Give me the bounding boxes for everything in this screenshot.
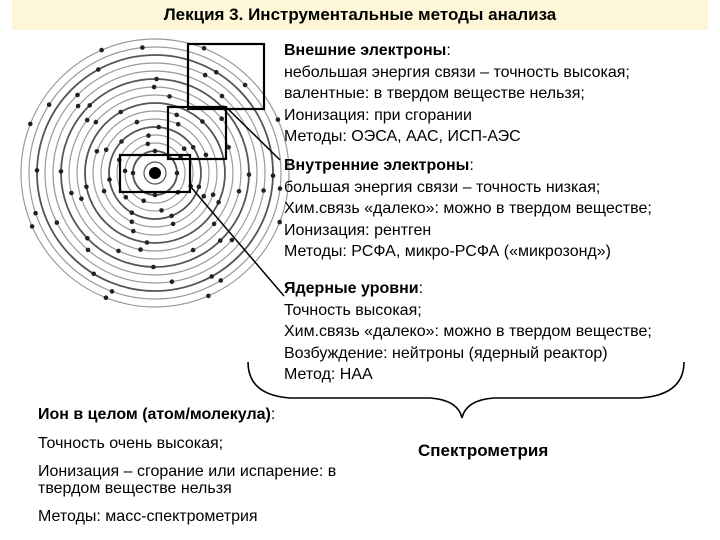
inner-line: Ионизация: рентген [284,221,432,239]
electron [28,122,33,127]
outer-line: Методы: ОЭСА, ААС, ИСП-АЭС [284,128,521,145]
electron [79,196,84,201]
electron [203,73,208,78]
electron [69,191,74,196]
electron [141,199,146,204]
ion-heading-line: Ион в целом (атом/молекула): [38,406,276,423]
electron [131,171,136,176]
electron [135,120,140,125]
ion-ionization-1: Ионизация – сгорание или испарение: в [38,463,337,480]
electron [146,133,151,138]
outer-electrons-block: Внешние электроны: небольшая энергия связи – точность высокая; валентные: в твердом веществе нельзя; Ионизация: при сгорании Методы: ОЭСА, ААС, ИСП-АЭС [284,40,630,148]
electron [146,142,151,147]
electron [33,211,38,216]
electron [176,122,181,127]
electron [202,46,207,51]
ion-methods: Методы: масс-спектрометрия [38,508,258,525]
electron [138,247,143,252]
electron [102,189,107,194]
electron [170,279,175,284]
electron [243,83,248,88]
electron [104,148,109,153]
electron [204,153,209,158]
electron [76,104,81,109]
electron [277,220,282,225]
nuclear-line: Точность высокая; [284,301,422,319]
electron [116,249,121,254]
electron [182,146,187,151]
electron [30,224,35,229]
electron [145,240,150,245]
ion-heading: Ион в целом (атом/молекула) [38,406,271,423]
electron [86,248,91,253]
electron [35,168,40,173]
nuclear-line: Метод: НАА [284,366,373,383]
electron [119,139,124,144]
electron [159,208,164,213]
electron [271,173,276,178]
electron [130,210,135,215]
electron [91,272,96,277]
inner-electrons-block: Внутренние электроны: большая энергия связи – точность низкая; Хим.связь «далеко»: можно в твердом веществе; Ионизация: рентген Методы: РСФА, микро-РСФА («микрозонд») [284,155,652,263]
electron [218,238,223,243]
outer-pointer [226,107,280,160]
electron [123,169,128,174]
electron [211,192,216,197]
electron [124,195,129,200]
electron [130,220,135,225]
electron [84,185,89,190]
electron [118,110,123,115]
electron [156,125,161,130]
page-title: Лекция 3. Инструментальные методы анализа [163,5,557,24]
electron [85,236,90,241]
ion-ionization-2: твердом веществе нельзя [38,480,232,497]
electron [174,113,179,118]
electron [140,45,145,50]
electron [171,222,176,227]
electron [96,67,101,72]
outer-line: Ионизация: при сгорании [284,106,472,124]
electron [95,149,100,154]
electron [261,188,266,193]
electron [191,248,196,253]
inner-line: Хим.связь «далеко»: можно в твердом веществе; [284,200,652,217]
electron [175,171,180,176]
electron [131,229,136,234]
electron [75,93,80,98]
electron [247,172,252,177]
electron [110,289,115,294]
electron [276,117,281,122]
electron [202,194,207,199]
electron [153,149,158,154]
nuclear-line: Возбуждение: нейтроны (ядерный реактор) [284,344,608,362]
outer-line: небольшая энергия связи – точность высокая; [284,63,630,81]
nuclear-levels-block: Ядерные уровни: Точность высокая; Хим.связь «далеко»: можно в твердом веществе; Возбуждение: нейтроны (ядерный реактор) Метод: НАА [284,278,652,386]
electron [219,116,224,121]
electron [219,278,224,283]
electron [209,274,214,279]
electron [197,185,202,190]
electron [212,222,217,227]
electron [220,94,225,99]
outer-heading: Внешние электроны [284,42,447,59]
electron [230,238,235,243]
electron [214,70,219,75]
electron [151,265,156,270]
electron [278,186,283,191]
electron [167,94,172,99]
electron [107,177,112,182]
nucleus [149,167,161,179]
electron [94,120,99,125]
inner-line: большая энергия связи – точность низкая; [284,178,601,196]
electron [237,189,242,194]
electron [153,193,158,198]
nuclear-line: Хим.связь «далеко»: можно в твердом веществе; [284,323,652,340]
electron [191,145,196,150]
electron [55,220,60,225]
electron [99,48,104,53]
electron [200,119,205,124]
spectrometry-label: Спектрометрия [418,441,549,460]
inner-heading: Внутренние электроны [284,157,470,174]
electron [216,200,221,205]
electron [206,294,211,299]
electron [104,295,109,300]
electron [87,103,92,108]
electron [85,118,90,123]
electron [154,77,159,82]
ion-accuracy: Точность очень высокая; [38,435,224,452]
electron [59,169,64,174]
electron [152,85,157,90]
inner-line: Методы: РСФА, микро-РСФА («микрозонд») [284,243,611,260]
outer-line: валентные: в твердом веществе нельзя; [284,85,585,102]
electron [169,214,174,219]
electron [47,102,52,107]
nuclear-heading: Ядерные уровни [284,280,419,297]
